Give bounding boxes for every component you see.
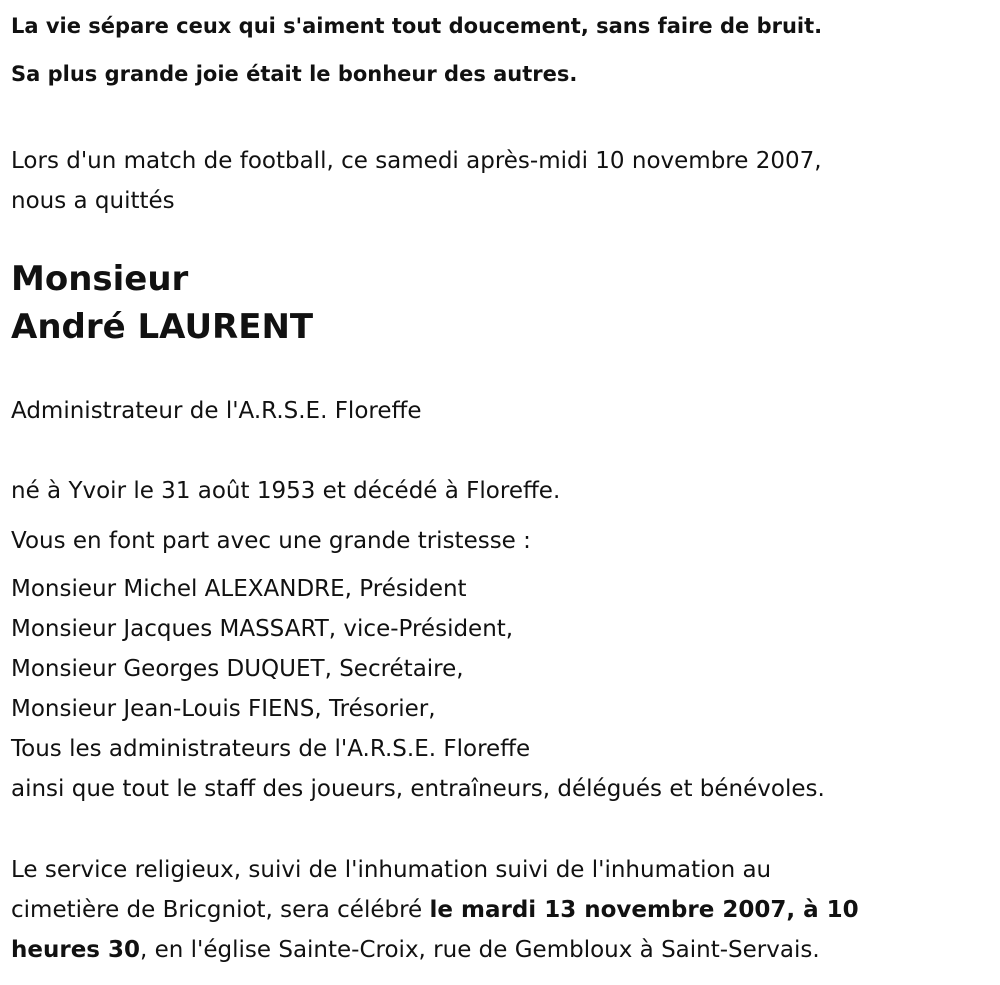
quote-line-2: Sa plus grande joie était le bonheur des autres.	[11, 62, 578, 86]
deceased-role: Administrateur de l'A.R.S.E. Floreffe	[11, 398, 422, 424]
list-item: Tous les administrateurs de l'A.R.S.E. Floreffe	[11, 736, 531, 762]
intro-line-1: Lors d'un match de football, ce samedi après-midi 10 novembre 2007,	[11, 148, 822, 174]
intro-line-2: nous a quittés	[11, 188, 175, 214]
service-line-1: Le service religieux, suivi de l'inhumation suivi de l'inhumation au	[11, 857, 772, 883]
service-line-3	[11, 930, 991, 970]
service-location-text: cimetière de Bricgniot, sera célébré	[11, 897, 430, 923]
service-paragraph	[11, 850, 991, 970]
service-line-2	[11, 890, 991, 930]
deceased-title: Monsieur	[11, 259, 189, 299]
deceased-name: André LAURENT	[11, 307, 314, 347]
service-church-text: , en l'église Sainte-Croix, rue de Gembloux à Saint-Servais.	[140, 937, 820, 963]
list-item: Monsieur Michel ALEXANDRE, Président	[11, 576, 467, 602]
intro-paragraph	[11, 141, 991, 221]
list-item: Monsieur Jacques MASSART, vice-Président,	[11, 616, 514, 642]
service-time-text: heures 30	[11, 937, 140, 963]
birth-death-info: né à Yvoir le 31 août 1953 et décédé à Floreffe.	[11, 478, 561, 504]
announcers-list	[11, 569, 825, 809]
announcement-text: Vous en font part avec une grande tristesse :	[11, 528, 531, 554]
list-item: ainsi que tout le staff des joueurs, entraîneurs, délégués et bénévoles.	[11, 776, 825, 802]
list-item: Monsieur Georges DUQUET, Secrétaire,	[11, 656, 464, 682]
quote-line-1: La vie sépare ceux qui s'aiment tout doucement, sans faire de bruit.	[11, 14, 823, 38]
list-item: Monsieur Jean-Louis FIENS, Trésorier,	[11, 696, 436, 722]
deceased-name-heading	[11, 255, 313, 351]
service-date-text: le mardi 13 novembre 2007, à 10	[429, 897, 859, 923]
